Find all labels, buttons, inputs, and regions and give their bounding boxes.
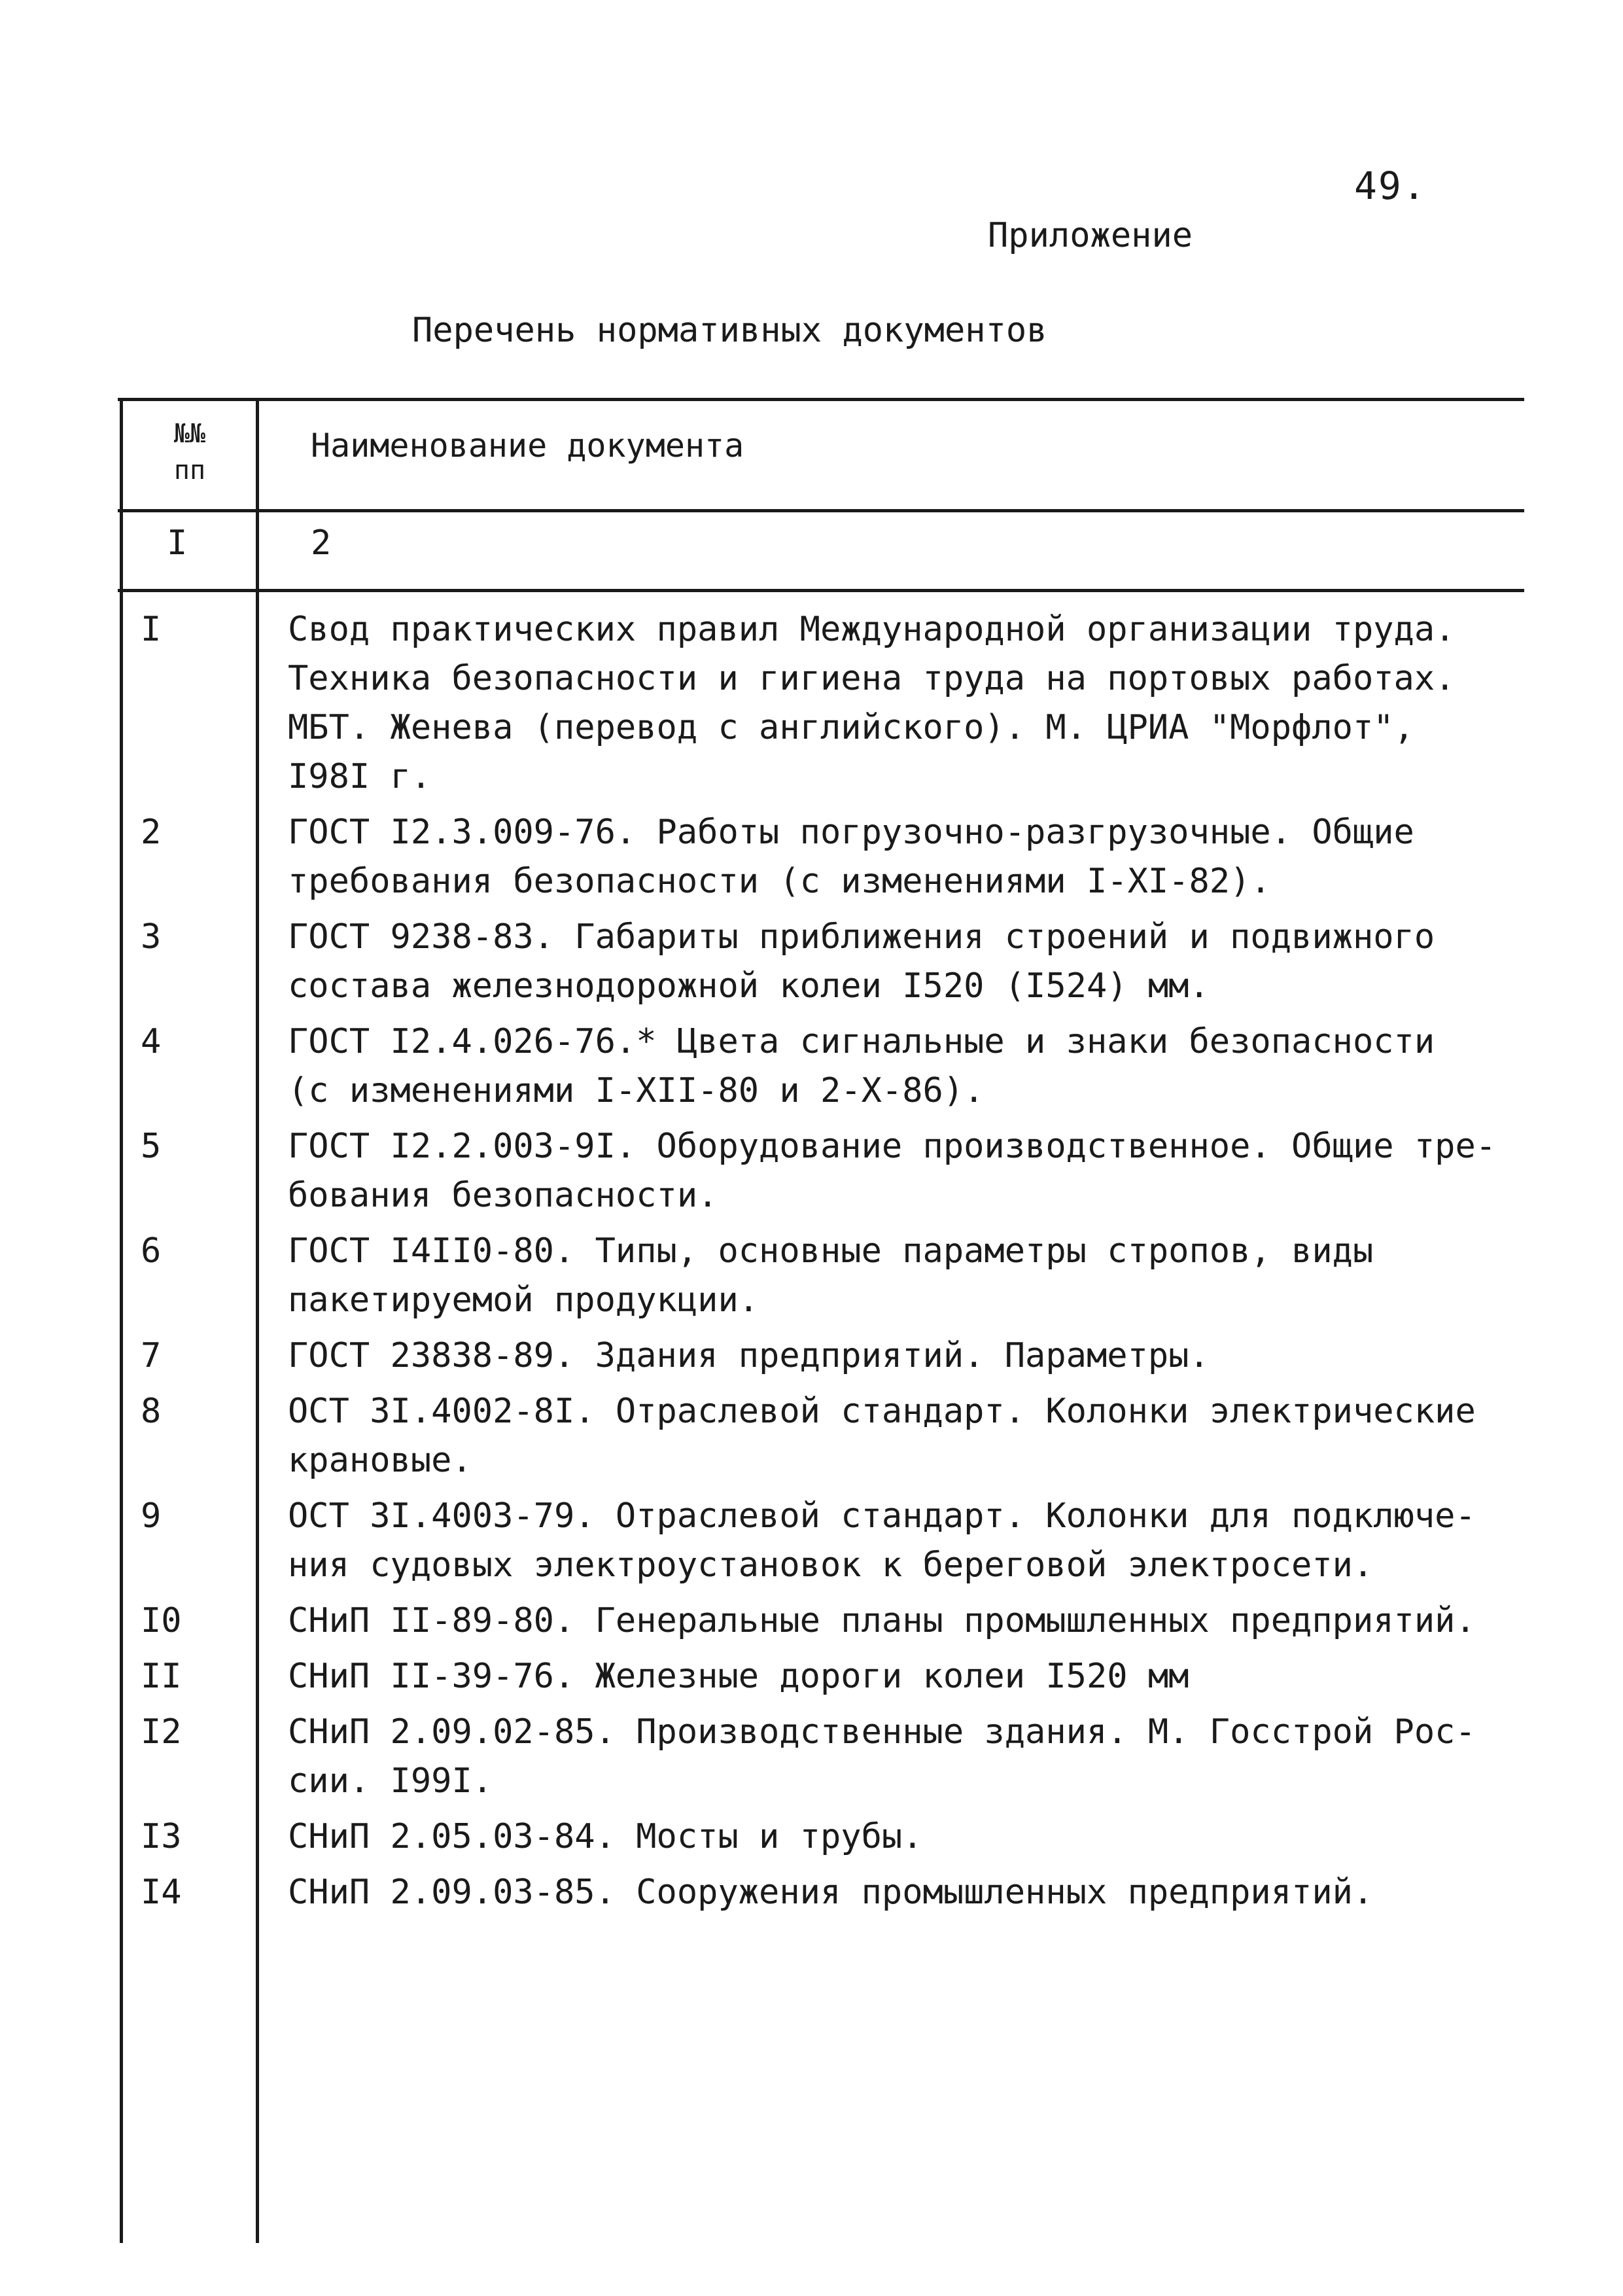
document-name: ГОСТ 23838-89. Здания предприятий. Параметры. bbox=[288, 1336, 1210, 1375]
header-bottom-rule bbox=[118, 509, 1524, 512]
table-row bbox=[0, 913, 1623, 1011]
column-numbers-rule bbox=[118, 589, 1524, 592]
row-number: I0 bbox=[141, 1601, 182, 1640]
document-name: ГОСТ I2.4.026-76.* Цвета сигнальные и знаки безопасности (с изменениями I-XII-80 и 2-X-86). bbox=[288, 1022, 1435, 1110]
document-title: Перечень нормативных документов bbox=[412, 311, 1047, 350]
document-name: СНиП II-39-76. Железные дороги колеи I520 мм bbox=[288, 1657, 1189, 1696]
document-name: ГОСТ I2.3.009-76. Работы погрузочно-разгрузочные. Общие требования безопасности (с изменениями I-XI-82). bbox=[288, 813, 1414, 901]
page-number: 49. bbox=[1354, 164, 1427, 208]
table-row bbox=[0, 1708, 1623, 1806]
row-number: 5 bbox=[141, 1127, 162, 1166]
table-body bbox=[0, 605, 1623, 1924]
table-row bbox=[0, 1868, 1623, 1917]
table-row bbox=[0, 1332, 1623, 1381]
table-row bbox=[0, 1122, 1623, 1220]
table-row bbox=[0, 808, 1623, 906]
table-row bbox=[0, 605, 1623, 802]
row-number: I bbox=[141, 610, 162, 649]
row-number: II bbox=[141, 1657, 182, 1696]
row-number: 3 bbox=[141, 917, 162, 957]
table-row bbox=[0, 1812, 1623, 1862]
table-row bbox=[0, 1017, 1623, 1116]
row-number: I3 bbox=[141, 1817, 182, 1856]
table-row bbox=[0, 1387, 1623, 1485]
document-name: ОСТ 3I.4003-79. Отраслевой стандарт. Колонки для подключе- ния судовых электроустановок к береговой электросети. bbox=[288, 1496, 1476, 1585]
row-number: 9 bbox=[141, 1496, 162, 1536]
document-name: ОСТ 3I.4002-8I. Отраслевой стандарт. Колонки электрические крановые. bbox=[288, 1392, 1476, 1480]
row-number: 8 bbox=[141, 1392, 162, 1431]
row-number: I2 bbox=[141, 1712, 182, 1752]
table-row bbox=[0, 1492, 1623, 1590]
table-row bbox=[0, 1597, 1623, 1646]
column-number-2: 2 bbox=[311, 523, 332, 563]
table-row bbox=[0, 1227, 1623, 1325]
document-name: СНиП II-89-80. Генеральные планы промышленных предприятий. bbox=[288, 1601, 1476, 1640]
document-name: СНиП 2.09.02-85. Производственные здания. М. Госстрой Рос- сии. I99I. bbox=[288, 1712, 1476, 1801]
table-row bbox=[0, 1652, 1623, 1701]
row-number: 6 bbox=[141, 1231, 162, 1271]
row-number: I4 bbox=[141, 1873, 182, 1912]
row-number: 2 bbox=[141, 813, 162, 852]
document-name: СНиП 2.05.03-84. Мосты и трубы. bbox=[288, 1817, 923, 1856]
document-name: ГОСТ I4II0-80. Типы, основные параметры стропов, виды пакетируемой продукции. bbox=[288, 1231, 1374, 1320]
header-name-label: Наименование документа bbox=[311, 427, 744, 465]
row-number: 7 bbox=[141, 1336, 162, 1375]
table-top-rule bbox=[118, 398, 1524, 401]
document-name: ГОСТ I2.2.003-9I. Оборудование производственное. Общие тре- бования безопасности. bbox=[288, 1127, 1497, 1215]
document-name: Свод практических правил Международной организации труда. Техника безопасности и гигиена труда на портовых работах. МБТ. Женева (перевод с английского). М. ЦРИА "Морфлот", I98I г. bbox=[288, 610, 1456, 796]
document-name: ГОСТ 9238-83. Габариты приближения строений и подвижного состава железнодорожной колеи I520 (I524) мм. bbox=[288, 917, 1435, 1006]
appendix-label: Приложение bbox=[988, 216, 1193, 255]
document-name: СНиП 2.09.03-85. Сооружения промышленных предприятий. bbox=[288, 1873, 1374, 1912]
header-number-label: №№ пп bbox=[173, 419, 206, 486]
column-number-1: I bbox=[167, 523, 188, 563]
row-number: 4 bbox=[141, 1022, 162, 1061]
